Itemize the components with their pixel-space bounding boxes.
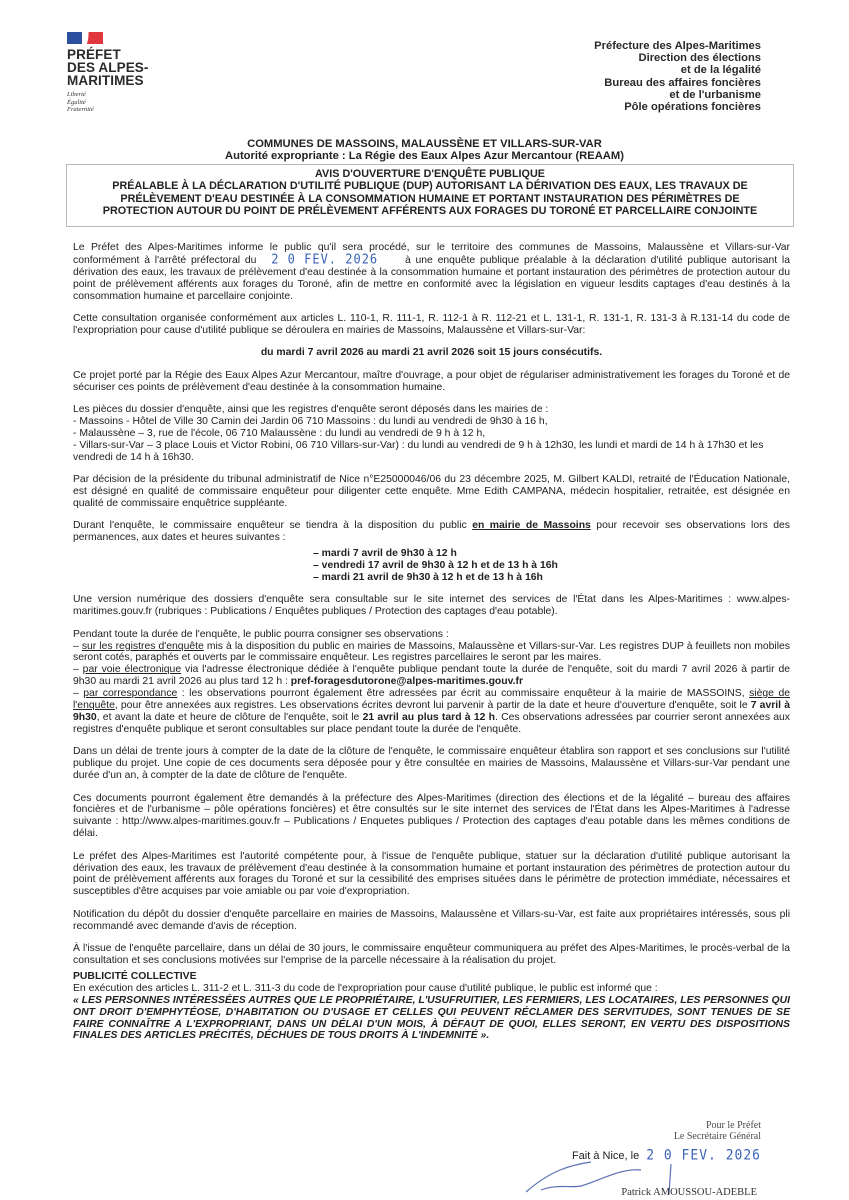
label: par voie électronique — [82, 664, 182, 676]
logo-title-line: DES ALPES- — [67, 60, 149, 75]
flag-blue — [67, 32, 82, 44]
motto-line: Fraternité — [67, 106, 94, 113]
paragraph-report: Dans un délai de trente jours à compter de la date de la clôture de l'enquête, le commissaire enquêteur établira son rapport et ses conclusions sur l'utilité publique du projet. Une copie de ces documents sera déposée pour y être consultée en mairies de Massoins, Malaussène et Villars-sur-Var pendant une durée d'un an, à compter de la date de clôture de l'enquête. — [73, 746, 790, 782]
notice-subtitle-line: PROTECTION AUTOUR DU POINT DE PRÉLÈVEMENT AFFÉRENTS AUX FORAGES DU TORONÉ ET PARCELLAIRE CONJOINTE — [102, 205, 758, 218]
mairie-item: - Malaussène – 3, rue de l'école, 06 710 Malaussène : du lundi au vendredi de 9 h à 12 h, — [73, 427, 486, 439]
paragraph-online-version: Une version numérique des dossiers d'enquête sera consultable sur le site internet des services de l'État dans les Alpes-Maritimes : www.alpes-maritimes.gouv.fr (rubriques : Publications / Enquêtes publiques / Protection des captages d'eau potable). — [73, 594, 790, 618]
signature-block — [481, 1120, 761, 1200]
text: via l'adresse électronique dédiée à l'enquête publique pendant toute la durée de l'enquête, soit du mardi 7 avril 2026 à partir de 9h30 au mardi 21 avril 2026 au plus tard 12 h : — [73, 664, 791, 688]
text: . Ces observations adressées par courrier seront annexées aux registres d'enquête publique et seront consultables sur place pendant toute la durée de l'enquête. — [73, 712, 791, 735]
observation-registers: – sur les registres d'enquête mis à la disposition du public en mairies de Massoins, Malaussène et Villars-sur-Var. Les registres DUP à feuillets non mobiles seront cotés, paraphés et ouverts par le commissaire enquêteur. Les registres parcellaires le seront par les maires. — [73, 640, 790, 664]
label: siège de l'enquête — [73, 688, 790, 712]
communes-line: COMMUNES DE MASSOINS, MALAUSSÈNE ET VILLARS-SUR-VAR — [247, 138, 602, 150]
flag-red — [87, 32, 103, 44]
motto-line: Égalité — [67, 98, 86, 106]
email-link[interactable]: pref-foragesdutorone@alpes-maritimes.gouv.fr — [290, 676, 524, 688]
observation-electronic: – par voie électronique via l'adresse électronique dédiée à l'enquête publique pendant toute la durée de l'enquête, soit du mardi 7 avril 2026 à partir de 9h30 au mardi 21 avril 2026 au plus tard 12 h : pref-foragesdutorone@alpes-maritimes.gouv.fr — [73, 664, 791, 688]
notice-subtitle-line: PRÉLÈVEMENT D'EAU DESTINÉE À LA CONSOMMATION HUMAINE ET PORTANT INSTAURATION DES PÉRIMÈTRES DE — [120, 192, 740, 205]
permanences-list — [73, 548, 790, 584]
paragraph-parcel-enquiry: À l'issue de l'enquête parcellaire, dans un délai de 30 jours, le commissaire enquêteur communiquera au préfet des Alpes-Maritimes, le procès-verbal de la consultation et ses conclusions motivées sur l'emprise de la parcelle nécessaire à la réalisation du projet. — [73, 943, 790, 966]
logo-title-line: MARITIMES — [67, 73, 144, 88]
collective-publicity-intro: En exécution des articles L. 311-2 et L. 311-3 du code de l'expropriation pour cause d'utilité publique, le public est informé que : — [73, 982, 658, 994]
signature-date-stamp: 2 0 FEV. 2026 — [646, 1147, 761, 1164]
service-line: Préfecture des Alpes-Maritimes — [594, 40, 761, 52]
text: Durant l'enquête, le commissaire enquêteur se tiendra à la disposition du public — [73, 520, 473, 532]
service-header — [594, 40, 761, 113]
permanence-item: – mardi 21 avril de 9h30 à 12 h et de 13 h à 16h — [313, 571, 543, 583]
paragraph-legal-basis: Cette consultation organisée conformément aux articles L. 110-1, R. 111-1, R. 112-1 à R. 112-21 et L. 131-1, R. 131-1, R. 131-3 à R.131-14 du code de l'expropriation pour cause d'utilité publique se déroulera en mairies de Massoins, Malaussène et Villars-sur-Var: — [73, 313, 790, 336]
notice-subtitle-line: PRÉALABLE À LA DÉCLARATION D'UTILITÉ PUBLIQUE (DUP) AUTORISANT LA DÉRIVATION DES EAUX, LES TRAVAUX DE — [112, 180, 748, 193]
marianne-flag-icon — [67, 32, 187, 44]
paragraph-observations — [73, 629, 790, 736]
logo-title — [67, 48, 187, 87]
paragraph-commissioner: Par décision de la présidente du tribunal administratif de Nice n°E25000046/06 du 23 décembre 2025, M. Gilbert KALDI, retraité de l'Éducation Nationale, est désigné en qualité de commissaire enquêteur pour diligenter cette enquête. Mme Edith CAMPANA, médecin hospitalier, retraitée, est désignée en qualité de commissaire enquêtrice suppléante. — [73, 474, 790, 509]
pour-le-prefet: Pour le Préfet — [706, 1120, 761, 1131]
paragraph-mairies — [73, 404, 790, 464]
logo-motto — [67, 91, 187, 114]
paragraph-permanences — [73, 520, 790, 544]
permanence-item: – mardi 7 avril de 9h30 à 12 h — [313, 548, 457, 560]
mairie-massoins-emphasis: en mairie de Massoins — [472, 520, 591, 532]
motto-line: Liberté — [67, 91, 86, 98]
service-line: et de la légalité — [680, 64, 761, 77]
notice-title: AVIS D'OUVERTURE D'ENQUÊTE PUBLIQUE — [315, 168, 545, 180]
paragraph-authority: Le préfet des Alpes-Maritimes est l'autorité compétente pour, à l'issue de l'enquête publique, statuer sur la déclaration d'utilité publique autorisant la dérivation des eaux, les travaux de prélèvement d'eau destinée à la consommation humaine et portant instauration des périmètres de protection autour du point de prélèvement afférents aux forages du Toroné et sur la cessibilité des emprises situées dans le périmètre de protection immédiate, nécessaires et susceptibles d'être acquises par voie amiable ou par voie d'expropriation. — [73, 850, 790, 898]
label: par correspondance — [83, 688, 178, 700]
paragraph-intro — [73, 242, 790, 303]
text: mis à la disposition du public en mairies de Massoins, Malaussène et Villars-sur-Var. Les registres DUP à feuillets non mobiles seront cotés, paraphés et ouverts par le commissaire enquêteur. Les registres parcellaires le seront par les maires. — [73, 640, 790, 664]
signatory-name: Patrick AMOUSSOU-ADEBLE — [621, 1187, 757, 1198]
opening-time: 7 avril à 9h30 — [73, 700, 790, 723]
text: , pour être annexées aux registres. Les observations écrites devront lui parvenir à partir de la date et heure d'ouverture d'enquête, soit le — [114, 700, 751, 712]
text: Le Préfet des Alpes-Maritimes informe le public qu'il sera procédé, sur le territoire des communes de Massoins, Malaussène et Villars-sur-Var conformément à l'arrêté préfectoral du — [73, 242, 790, 266]
closing-time: 21 avril au plus tard à 12 h — [362, 712, 495, 723]
text: à une enquête publique préalable à la déclaration d'utilité publique autorisant la dérivation des eaux, les travaux de prélèvement d'eau destinée à la consommation humaine et portant instauration des périmètres de protection autour du point de prélèvement afférents aux forages du Toroné, afin de mettre en conformité avec la législation en vigueur lesdits captages d'eau destinés à la consommation humaine et parcellaire conjointe. — [73, 254, 791, 302]
text: , et avant la date et heure de clôture de l'enquête, soit le — [96, 712, 363, 723]
signatory-role: Le Secrétaire Général — [673, 1131, 761, 1142]
service-line: Direction des élections — [638, 52, 761, 65]
mairie-item: - Villars-sur-Var – 3 place Louis et Victor Robini, 06 710 Villars-sur-Var) : du lundi au vendredi de 9 h à 12h30, les lundi et mardi de 14 h à 17h30 et les vendredi de 14 h à 16h30. — [73, 439, 764, 463]
authority-line: Autorité expropriante : La Régie des Eaux Alpes Azur Mercantour (REAAM) — [225, 150, 624, 162]
text: pour recevoir ses observations lors des permanences, aux dates et heures suivantes : — [73, 520, 790, 544]
collective-publicity-title: PUBLICITÉ COLLECTIVE — [73, 970, 197, 982]
enquiry-dates: du mardi 7 avril 2026 au mardi 21 avril 2026 soit 15 jours consécutifs. — [260, 347, 603, 359]
paragraph-notification: Notification du dépôt du dossier d'enquête parcellaire en mairies de Massoins, Malaussène et Villars-su-Var, est faite aux propriétaires intéressés, sous pli recommandé avec demande d'avis de réception. — [73, 908, 790, 932]
date-stamp: 2 0 FEV. 2026 — [271, 251, 379, 267]
service-line: Bureau des affaires foncières — [604, 76, 761, 89]
service-line: et de l'urbanisme — [669, 88, 761, 101]
observation-mail: – par correspondance : les observations pourront également être adressées par écrit au commissaire enquêteur à la mairie de MASSOINS, siège de l'enquête, pour être annexées aux registres. Les observations écrites devront lui parvenir à partir de la date et heure d'ouverture d'enquête, soit le 7 avril à 9h30, et avant la date et heure de clôture de l'enquête, soit le 21 avril au plus tard à 12 h. Ces observations adressées par courrier seront annexées aux registres d'enquête publique et seront consultables sur place pendant toute la durée de l'enquête. — [73, 688, 791, 735]
paragraph-project: Ce projet porté par la Régie des Eaux Alpes Azur Mercantour, maître d'ouvrage, a pour objet de régulariser administrativement les forages du Toroné et de sécuriser ces points de prélèvement d'eau destinée à la consommation humaine. — [73, 369, 790, 393]
notice-title-box — [66, 164, 794, 227]
observations-intro: Pendant toute la durée de l'enquête, le public pourra consigner ses observations : — [73, 628, 449, 640]
text: : les observations pourront également être adressées par écrit au commissaire enquêteur à la mairie de MASSOINS, — [177, 688, 750, 700]
mairie-item: - Massoins - Hôtel de Ville 30 Camin dei Jardin 06 710 Massoins : du lundi au vendredi de 9h30 à 16 h, — [73, 415, 548, 427]
mairies-intro: Les pièces du dossier d'enquête, ainsi que les registres d'enquête seront déposés dans les mairies de : — [73, 404, 549, 416]
permanence-item: – vendredi 17 avril de 9h30 à 12 h et de 13 h à 16h — [313, 560, 558, 572]
collective-publicity-quote: « LES PERSONNES INTÉRESSÉES AUTRES QUE LE PROPRIÉTAIRE, L'USUFRUITIER, LES FERMIERS, LES LOCATAIRES, LES PERSONNES QUI ONT DROIT D'EMPHYTÉOSE, D'HABITATION OU D'USAGE ET CELLES QUI PEUVENT RÉCLAMER DES SERVITUDES, SONT TENUES DE SE FAIRE CONNAÎTRE A L'EXPROPRIANT, DANS UN DÉLAI D'UN MOIS, À DÉFAUT DE QUOI, ELLES SERONT, EN VERTU DES DISPOSITIONS FINALES DES ARTICLES PRÉCITÉS, DÉCHUES DE TOUS DROITS À L'INDEMNITÉ ». — [73, 994, 790, 1042]
prefet-logo — [67, 32, 187, 114]
label: sur les registres d'enquête — [81, 640, 204, 652]
service-line: Pôle opérations foncières — [624, 101, 761, 114]
fait-label: Fait à Nice, le — [571, 1150, 640, 1162]
notice-body — [73, 242, 790, 1042]
logo-title-line: PRÉFET — [67, 47, 121, 62]
paragraph-prefecture-docs: Ces documents pourront également être demandés à la préfecture des Alpes-Maritimes (direction des élections et de la légalité – bureau des affaires foncières et de l'urbanisme – pôle opérations foncières) et être consultés sur le site internet des services de l'État dans les Alpes-Maritimes à l'adresse suivante : http://www.alpes-maritimes.gouv.fr – Publications / Enquetes publiques / Protection des captages d'eau potable dans les mêmes conditions de délai. — [73, 792, 790, 840]
communes-heading — [0, 138, 849, 162]
